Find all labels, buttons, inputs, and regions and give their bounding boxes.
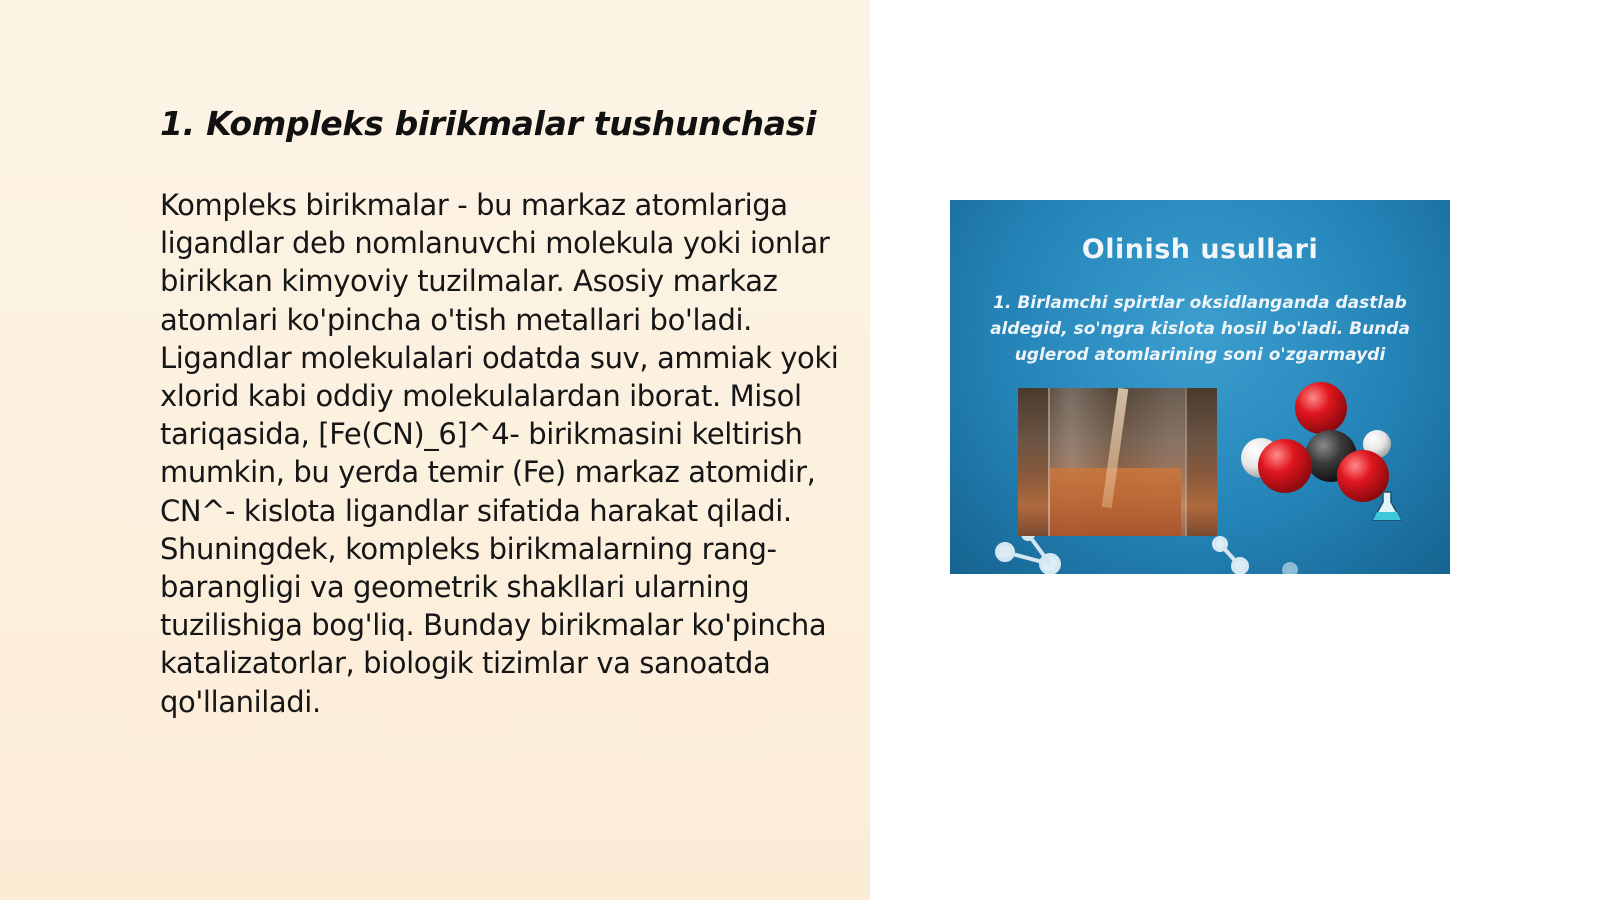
slide-body-text: Kompleks birikmalar - bu markaz atomlariga ligandlar deb nomlanuvchi molekula yoki ionlar birikkan kimyoviy tuzilmalar. Asosiy markaz atomlari ko'pincha o'tish metallari bo'ladi. Ligandlar molekulalari odatda suv, ammiak yoki xlorid kabi oddiy molekulalardan iborat. Misol tariqasida, [Fe(CN)_6]^4- birikmasini keltirish mumkin, bu yerda temir (Fe) markaz atomidir, CN^- kislota ligandlar sifatida harakat qiladi. Shuningdek, kompleks birikmalarning rang-barangligi va geometrik shakllari ularning tuzilishiga bog'liq. Bunday birikmalar ko'pincha katalizatorlar, biologik tizimlar va sanoatda qo'llaniladi. xyxy=(160,188,839,719)
slide-title: 1. Kompleks birikmalar tushunchasi xyxy=(160,104,817,143)
figure-title: Olinish usullari xyxy=(1081,234,1319,265)
molecule-model-icon xyxy=(1235,380,1405,530)
figure-caption: 1. Birlamchi spirtlar oksidlanganda dastlab aldegid, so'ngra kislota hosil bo'ladi. Bunda uglerod atomlarining soni o'zgarmaydi xyxy=(990,293,1410,365)
slide-figure xyxy=(950,200,1450,574)
beaker-photo xyxy=(1018,388,1217,536)
